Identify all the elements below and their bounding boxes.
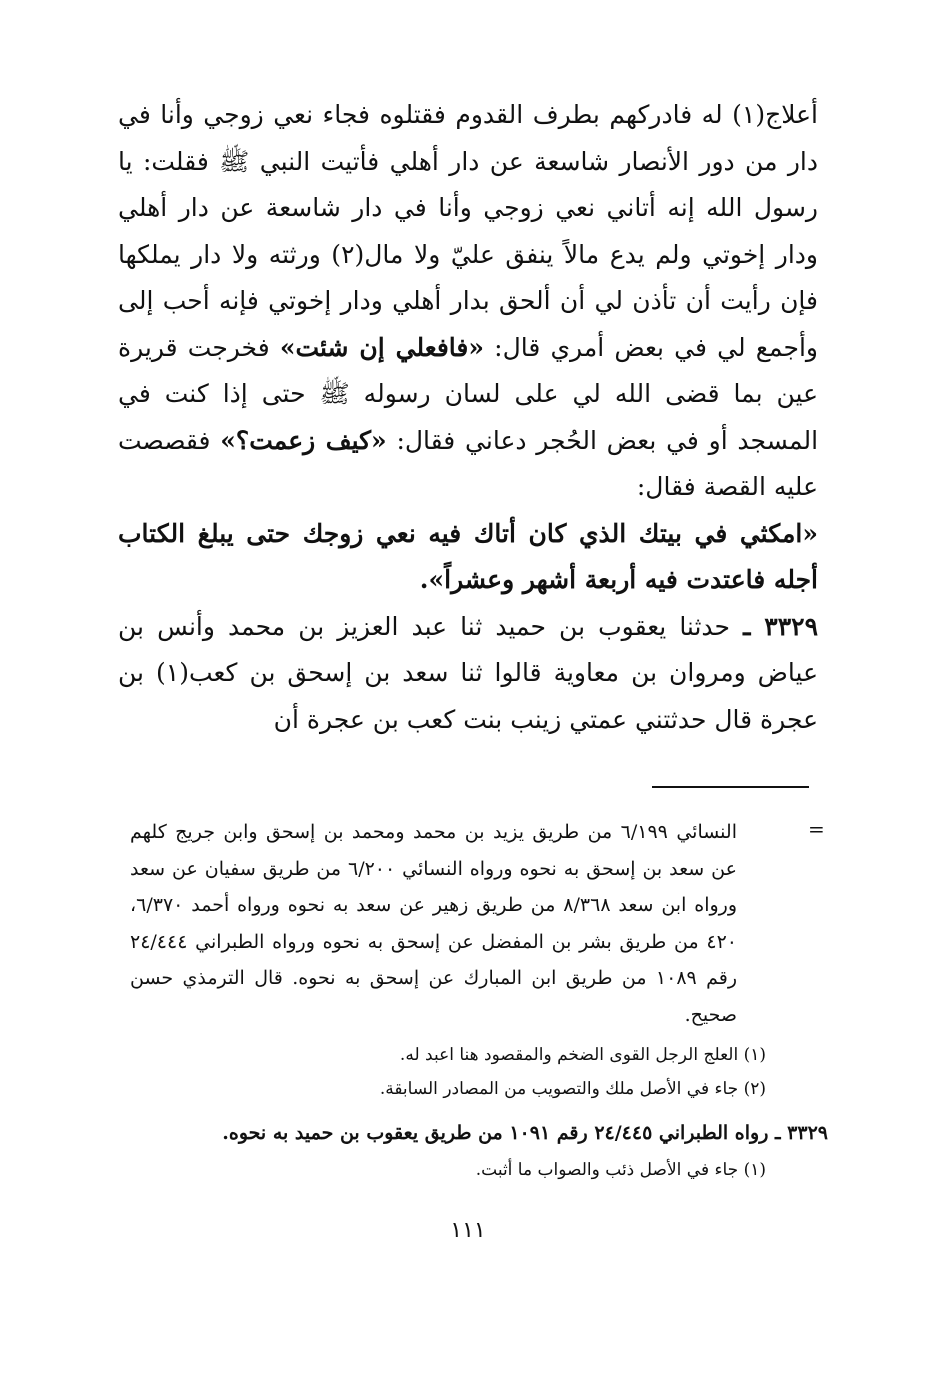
narration-text: فقصصت عليه القصة فقال: <box>118 425 818 501</box>
footnote-hadith-3329: ٣٣٢٩ ـ رواه الطبراني ٢٤/٤٤٥ رقم ١٠٩١ من طريق يعقوب بن حميد به نحوه. <box>222 1122 828 1144</box>
footnote-continued <box>130 814 737 1034</box>
page-number: ١١١ <box>450 1218 486 1243</box>
footnote-3329-1: (١) جاء في الأصل ذئب والصواب ما أثبت. <box>475 1160 766 1180</box>
prophet-quote: «فافعلي إن شئت» <box>279 332 484 362</box>
narration-paragraph <box>118 92 818 511</box>
narration-text: أعلاج(١) له فادركهم بطرف القدوم فقتلوه فجاء نعي زوجي وأنا في دار من دور الأنصار شاسعة عن دار أهلي فأتيت النبي ﷺ فقلت: يا رسول الله إنه أتاني نعي زوجي وأنا في دار شاسعة عن دار أهلي ودار إخوتي ولم يدع مالاً ينفق عليّ ولا مال(٢) ورثته ولا دار يملكها فإن رأيت أن تأذن لي أن ألحق بدار أهلي ودار إخوتي فإنه أحب إلى وأجمع لي في بعض أمري قال: <box>118 100 818 362</box>
prophet-quote: «كيف زعمت؟» <box>220 425 387 455</box>
hadith-paragraph <box>118 604 818 744</box>
hadith-number: ٣٣٢٩ ـ <box>743 611 818 641</box>
main-text <box>118 92 818 743</box>
footnote-separator <box>652 786 809 788</box>
hadith-text: حدثنا يعقوب بن حميد ثنا عبد العزيز بن محمد وأنس بن عياض ومروان بن معاوية قالوا ثنا سعد بن إسحق بن كعب(١) بن عجرة قال حدثتني عمتي زينب بنت كعب بن عجرة أن <box>118 611 818 734</box>
narration-text: فخرجت قريرة عين بما قضى الله لي على لسان رسوله ﷺ حتى إذا كنت في المسجد أو في بعض الحُجر دعاني فقال: <box>118 332 819 455</box>
footnote-1: (١) العلج الرجل القوى الضخم والمقصود هنا اعبد له. <box>399 1045 766 1065</box>
continuation-mark: = <box>808 817 825 841</box>
footnote-text: النسائي ٦/١٩٩ من طريق يزيد بن محمد ومحمد بن إسحق وابن جريج كلهم عن سعد بن إسحق به نحوه ورواه النسائي ٦/٢٠٠ من طريق سفيان عن سعد ورواه ابن سعد ٨/٣٦٨ من طريق زهير عن سعد به نحوه ورواه أحمد ٦/٣٧٠، ٤٢٠ من طريق بشر بن المفضل عن إسحق به نحوه ورواه الطبراني ٢٤/٤٤٤ رقم ١٠٨٩ من طريق ابن المبارك عن إسحق به نحوه. قال الترمذي حسن صحيح. <box>130 821 737 1026</box>
prophet-quote-block: «امكثي في بيتك الذي كان أتاك فيه نعي زوجك حتى يبلغ الكتاب أجله فاعتدت فيه أربعة أشهر وعشراً». <box>118 518 818 594</box>
footnote-2: (٢) جاء في الأصل ملك والتصويب من المصادر السابقة. <box>379 1079 766 1099</box>
